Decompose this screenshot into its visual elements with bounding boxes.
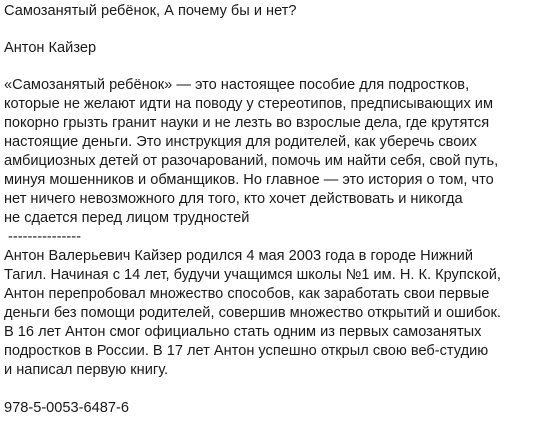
bio-line: деньги без помощи родителей, совершив множество открытий и ошибок.: [4, 305, 501, 321]
description-line: амбициозных детей от разочарований, помочь им найти себя, свой путь,: [4, 153, 499, 169]
description-line: покорно грызть гранит науки и не лезть во взрослые дела, где крутятся: [4, 115, 490, 131]
book-description: [4, 76, 548, 228]
bio-line: Антон перепробовал множество способов, как заработать свои первые: [4, 286, 490, 302]
description-line: не сдается перед лицом трудностей: [4, 210, 250, 226]
section-divider: ---------------: [4, 229, 81, 245]
book-title: Самозанятый ребёнок, А почему бы и нет?: [4, 3, 297, 19]
author-bio: [4, 247, 548, 380]
isbn: 978-5-0053-6487-6: [4, 400, 129, 416]
bio-line: и написал первую книгу.: [4, 362, 169, 378]
description-line: нет ничего невозможного для того, кто хочет действовать и никогда: [4, 191, 463, 207]
bio-line: подростков в России. В 17 лет Антон успешно открыл свою веб-студию: [4, 343, 489, 359]
book-annotation: [4, 0, 548, 418]
book-author: Антон Кайзер: [4, 40, 97, 56]
description-line: «Самозанятый ребёнок» — это настоящее пособие для подростков,: [4, 77, 470, 93]
bio-line: Антон Валерьевич Кайзер родился 4 мая 2003 года в городе Нижний: [4, 248, 473, 264]
bio-line: В 16 лет Антон смог официально стать одним из первых самозанятых: [4, 324, 482, 340]
bio-line: Тагил. Начиная с 14 лет, будучи учащимся школы №1 им. Н. К. Крупской,: [4, 267, 501, 283]
description-line: которые не желают идти на поводу у стереотипов, предписывающих им: [4, 96, 493, 112]
description-line: минуя мошенников и обманщиков. Но главное — это история о том, что: [4, 172, 494, 188]
description-line: настоящие деньги. Это инструкция для родителей, как уберечь своих: [4, 134, 477, 150]
